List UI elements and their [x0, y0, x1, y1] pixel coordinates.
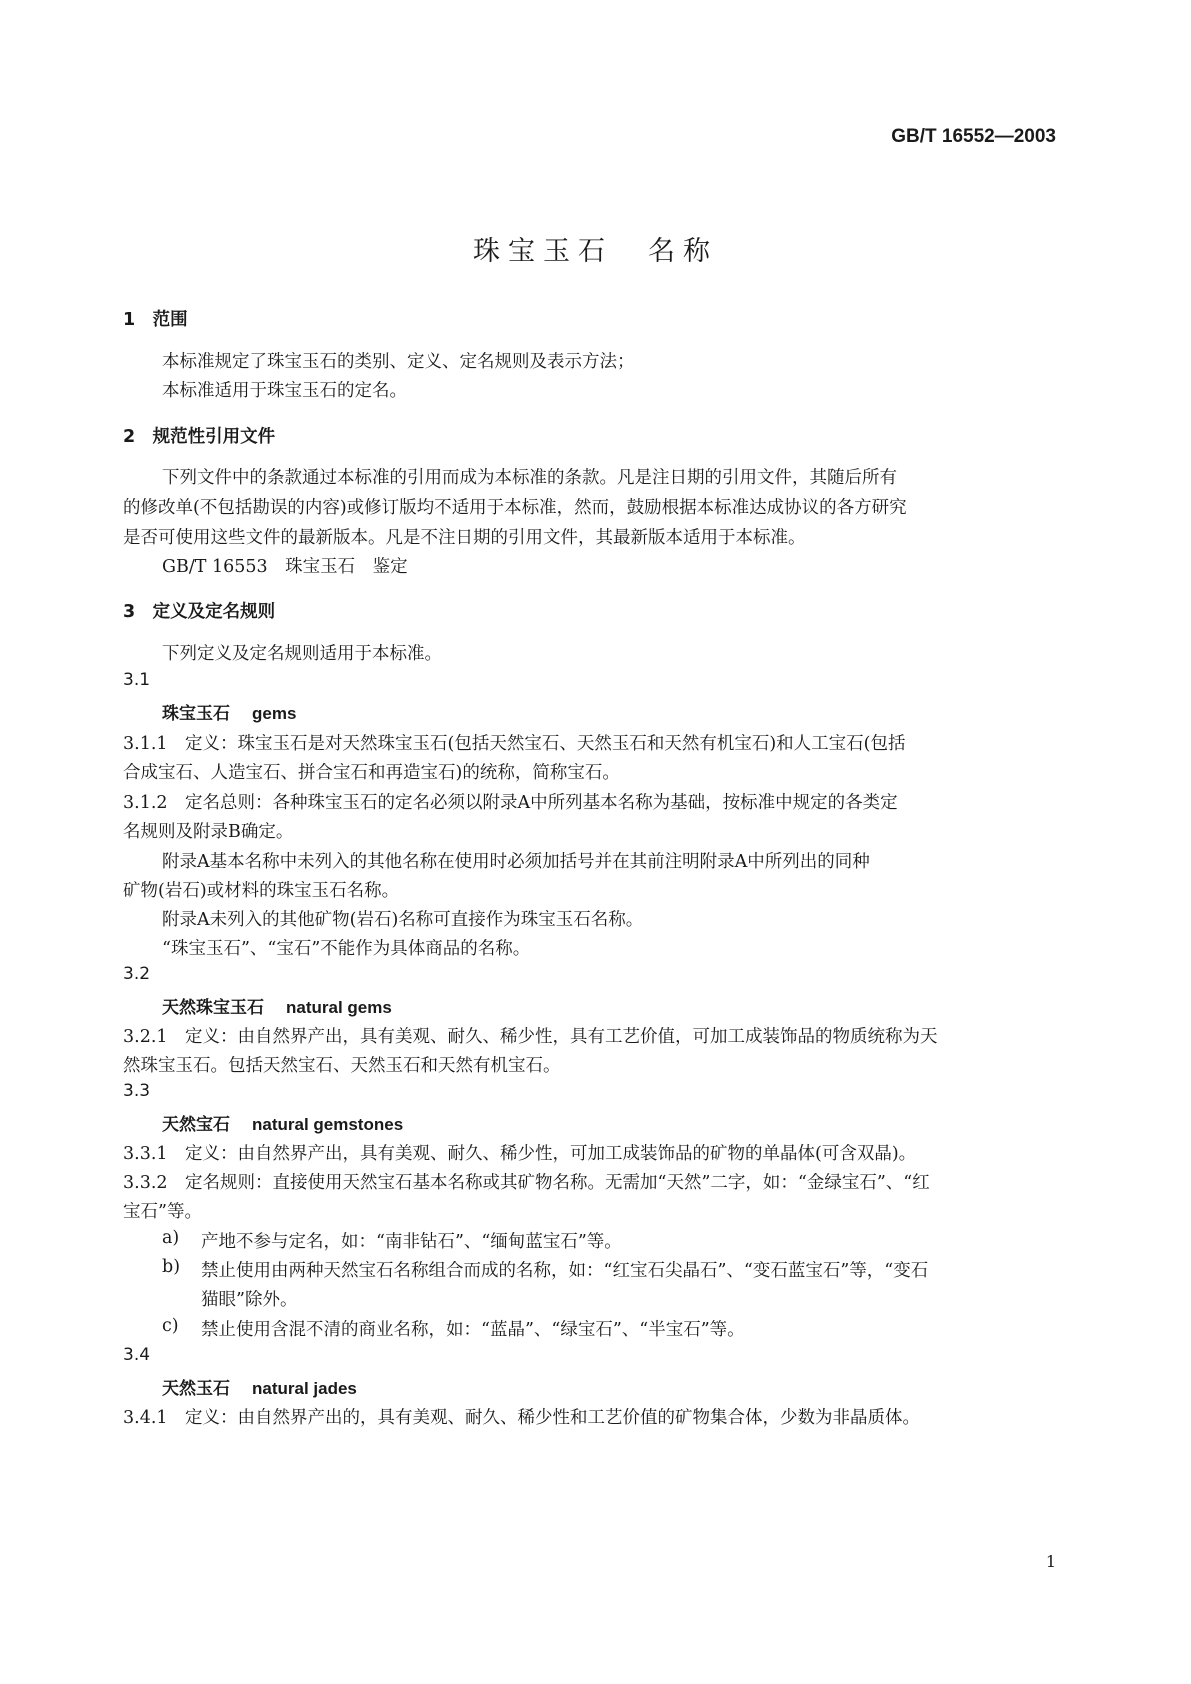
section-1-para-1: 本标准规定了珠宝玉石的类别、定义、定名规则及表示方法； — [162, 352, 635, 372]
term-3-3-zh: 天然宝石 — [162, 1115, 230, 1135]
document-title: 珠宝玉石 名称 — [473, 236, 718, 267]
list-marker-c: c) — [162, 1316, 179, 1336]
clause-3-1-1-line-1: 3.1.1 定义：珠宝玉石是对天然珠宝玉石(包括天然宝石、天然玉石和天然有机宝石)和人工宝石(包括 — [123, 734, 906, 754]
clause-3-1-2-para-b-line-1: 附录A基本名称中未列入的其他名称在使用时必须加括号并在其前注明附录A中所列出的同种 — [162, 852, 870, 872]
term-3-4 — [162, 1374, 357, 1399]
clause-3-1-2-para-d: “珠宝玉石”、“宝石”不能作为具体商品的名称。 — [162, 939, 531, 959]
clause-3-1-1-line-2: 合成宝石、人造宝石、拼合宝石和再造宝石)的统称，简称宝石。 — [123, 763, 620, 783]
list-item-b-line-2: 猫眼”除外。 — [201, 1290, 298, 1310]
term-3-4-en: natural jades — [252, 1379, 357, 1398]
term-3-3-en: natural gemstones — [252, 1115, 404, 1134]
list-marker-a: a) — [162, 1228, 180, 1248]
list-item-b-line-1: 禁止使用由两种天然宝石名称组合而成的名称，如：“红宝石尖晶石”、“变石蓝宝石”等，“变石 — [201, 1261, 929, 1281]
clause-3-3-number: 3.3 — [123, 1081, 151, 1101]
section-3-heading: 3 定义及定名规则 — [123, 602, 276, 622]
list-marker-b: b) — [162, 1257, 181, 1277]
section-3-intro: 下列定义及定名规则适用于本标准。 — [162, 644, 442, 664]
section-2-heading: 2 规范性引用文件 — [123, 427, 276, 447]
clause-3-1-2-line-2: 名规则及附录B确定。 — [123, 822, 294, 842]
list-item-c: 禁止使用含混不清的商业名称，如：“蓝晶”、“绿宝石”、“半宝石”等。 — [201, 1320, 745, 1340]
term-3-2-zh: 天然珠宝玉石 — [162, 998, 264, 1018]
clause-3-3-2-line-2: 宝石”等。 — [123, 1202, 202, 1222]
section-1-heading: 1 范围 — [123, 310, 188, 330]
term-3-2 — [162, 993, 392, 1018]
list-item-a: 产地不参与定名，如：“南非钻石”、“缅甸蓝宝石”等。 — [201, 1232, 622, 1252]
reference-entry: GB/T 16553 珠宝玉石 鉴定 — [162, 557, 408, 577]
clause-3-2-number: 3.2 — [123, 964, 151, 984]
term-3-4-zh: 天然玉石 — [162, 1379, 230, 1399]
standard-code: GB/T 16552—2003 — [891, 126, 1056, 147]
clause-3-1-number: 3.1 — [123, 670, 151, 690]
clause-3-3-2-line-1: 3.3.2 定名规则：直接使用天然宝石基本名称或其矿物名称。无需加“天然”二字，如：“金绿宝石”、“红 — [123, 1173, 930, 1193]
section-1-para-2: 本标准适用于珠宝玉石的定名。 — [162, 381, 407, 401]
clause-3-3-1: 3.3.1 定义：由自然界产出，具有美观、耐久、稀少性，可加工成装饰品的矿物的单晶体(可含双晶)。 — [123, 1144, 917, 1164]
term-3-1-en: gems — [252, 704, 297, 723]
clause-3-4-1: 3.4.1 定义：由自然界产出的，具有美观、耐久、稀少性和工艺价值的矿物集合体，少数为非晶质体。 — [123, 1408, 921, 1428]
clause-3-1-2-line-1: 3.1.2 定名总则：各种珠宝玉石的定名必须以附录A中所列基本名称为基础，按标准中规定的各类定 — [123, 793, 898, 813]
term-3-1 — [162, 699, 296, 724]
section-2-para-line-2: 的修改单(不包括勘误的内容)或修订版均不适用于本标准，然而，鼓励根据本标准达成协议的各方研究 — [123, 498, 907, 518]
clause-3-1-2-para-b-line-2: 矿物(岩石)或材料的珠宝玉石名称。 — [123, 881, 400, 901]
term-3-1-zh: 珠宝玉石 — [162, 704, 230, 724]
clause-3-2-1-line-2: 然珠宝玉石。包括天然宝石、天然玉石和天然有机宝石。 — [123, 1056, 561, 1076]
term-3-3 — [162, 1110, 403, 1135]
clause-3-1-2-para-c: 附录A未列入的其他矿物(岩石)名称可直接作为珠宝玉石名称。 — [162, 910, 644, 930]
clause-3-4-number: 3.4 — [123, 1345, 151, 1365]
term-3-2-en: natural gems — [286, 998, 392, 1017]
clause-3-2-1-line-1: 3.2.1 定义：由自然界产出，具有美观、耐久、稀少性，具有工艺价值，可加工成装饰品的物质统称为天 — [123, 1027, 938, 1047]
section-2-para-line-1: 下列文件中的条款通过本标准的引用而成为本标准的条款。凡是注日期的引用文件，其随后所有 — [162, 468, 897, 488]
section-2-para-line-3: 是否可使用这些文件的最新版本。凡是不注日期的引用文件，其最新版本适用于本标准。 — [123, 528, 806, 548]
page-number: 1 — [1045, 1552, 1056, 1571]
